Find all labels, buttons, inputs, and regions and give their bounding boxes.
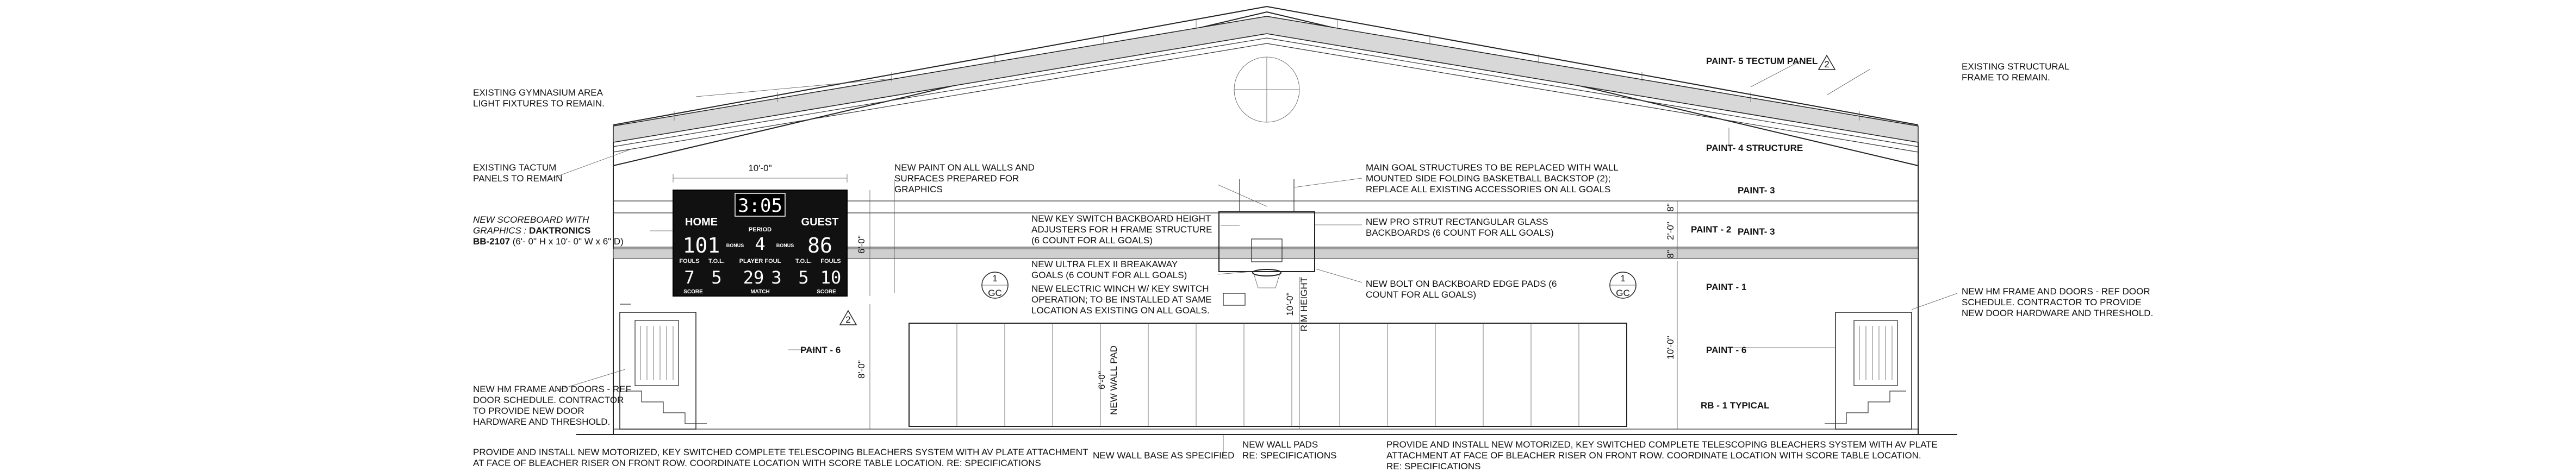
- scoreboard-bonus-label-left: BONUS: [726, 243, 744, 248]
- scoreboard-fouls-label-left: FOULS: [679, 258, 700, 265]
- scoreboard-match-label: MATCH: [750, 289, 770, 295]
- dim-goal-height: 10'-0": [1285, 292, 1295, 316]
- scoreboard-guest-score: 86: [807, 234, 832, 257]
- revision-delta-1: [840, 311, 856, 325]
- scoreboard-tol-label-left: T.O.L.: [708, 258, 725, 265]
- scoreboard-clock: 3:05: [738, 195, 782, 217]
- wall-pads: [909, 323, 1627, 426]
- note-wall-pads: NEW WALL PADS RE: SPECIFICATIONS: [1242, 439, 1337, 461]
- dim-band-1: 8": [1665, 203, 1676, 212]
- svg-text:GC: GC: [988, 288, 1002, 298]
- scoreboard-player-fouls: 3: [771, 267, 782, 288]
- svg-text:2: 2: [845, 314, 851, 325]
- dim-band-2: 2'-0": [1665, 222, 1676, 240]
- note-key-switch: NEW KEY SWITCH BACKBOARD HEIGHT ADJUSTERS FOR H FRAME STRUCTURE (6 COUNT FOR ALL GOALS): [1031, 213, 1212, 246]
- scoreboard-guest-tol: 5: [798, 267, 809, 288]
- dim-wall-pad-label: NEW WALL PAD: [1109, 345, 1119, 415]
- scoreboard-tol-label-right: T.O.L.: [795, 258, 812, 265]
- scoreboard-bonus-label-right: BONUS: [776, 243, 794, 248]
- dim-right-wall: 10'-0": [1665, 336, 1676, 360]
- grid-bubble-right: [1610, 272, 1636, 298]
- paint-tag-3a: PAINT- 3: [1738, 185, 1775, 196]
- note-structure: PAINT- 4 STRUCTURE: [1706, 143, 1803, 153]
- dim-scoreboard-height: 6'-0": [856, 235, 867, 254]
- scoreboard: [673, 190, 847, 296]
- scoreboard-guest-fouls: 10: [820, 267, 842, 288]
- scoreboard-home-label: HOME: [685, 216, 718, 228]
- scoreboard-guest-label: GUEST: [801, 216, 839, 228]
- scoreboard-home-score: 101: [682, 234, 720, 257]
- svg-text:1: 1: [992, 273, 998, 284]
- note-pro-strut: NEW PRO STRUT RECTANGULAR GLASS BACKBOARDS (6 COUNT FOR ALL GOALS): [1366, 217, 1554, 238]
- scoreboard-fouls-label-right: FOULS: [820, 258, 841, 265]
- dim-wall-pad-height: 6'-0": [1097, 371, 1107, 389]
- paint-tag-6-right: PAINT - 6: [1706, 345, 1747, 355]
- note-hm-frame-right: NEW HM FRAME AND DOORS - REF DOOR SCHEDULE. CONTRACTOR TO PROVIDE NEW DOOR HARDWARE AND THRESHOLD.: [1962, 286, 2154, 318]
- note-wall-base: NEW WALL BASE AS SPECIFIED: [1093, 450, 1235, 461]
- svg-text:1: 1: [1620, 273, 1626, 284]
- svg-text:GC: GC: [1616, 288, 1630, 298]
- note-structural-frame: EXISTING STRUCTURAL FRAME TO REMAIN.: [1962, 61, 2069, 83]
- note-bleachers-left: PROVIDE AND INSTALL NEW MOTORIZED, KEY SWITCHED COMPLETE TELESCOPING BLEACHERS SYSTEM WITH AV PLATE ATTACHMENT AT FACE OF BLEACHER RISER ON FRONT ROW. COORDINATE LOCATION WITH SCORE TABLE LOCATION. RE: SPECIFICATIONS: [473, 447, 1088, 468]
- dim-rim-height: RIM HEIGHT: [1299, 276, 1309, 332]
- paint-tag-1: PAINT - 1: [1706, 282, 1747, 292]
- svg-text:2: 2: [1824, 59, 1830, 70]
- scoreboard-player-foul-label: PLAYER FOUL: [739, 258, 781, 265]
- note-main-goal: MAIN GOAL STRUCTURES TO BE REPLACED WITH WALL MOUNTED SIDE FOLDING BASKETBALL BACKSTOP (2); REPLACE ALL EXISTING ACCESSORIES ON ALL GOALS: [1366, 162, 1619, 194]
- dim-lower-wall: 8'-0": [856, 360, 867, 379]
- scoreboard-home-fouls: 7: [684, 267, 695, 288]
- paint-tag-2: PAINT - 2: [1691, 224, 1732, 235]
- scoreboard-home-tol: 5: [711, 267, 722, 288]
- revision-delta-2: [1819, 55, 1835, 70]
- dim-scoreboard-width: 10'-0": [748, 163, 772, 173]
- note-tectum-panel: PAINT- 5 TECTUM PANEL: [1706, 56, 1818, 66]
- note-tactum-panels: EXISTING TACTUM PANELS TO REMAIN: [473, 162, 563, 184]
- note-bleachers-right: PROVIDE AND INSTALL NEW MOTORIZED, KEY SWITCHED COMPLETE TELESCOPING BLEACHERS SYSTEM WITH AV PLATE ATTACHMENT AT FACE OF BLEACHER RISER ON FRONT ROW. COORDINATE LOCATION WITH SCORE TABLE LOCATION. RE: SPECIFICATIONS: [1386, 439, 1938, 471]
- scoreboard-score-label-left: SCORE: [683, 289, 703, 295]
- bleachers-right: [1825, 312, 1912, 429]
- note-rb1: RB - 1 TYPICAL: [1701, 400, 1770, 411]
- note-electric-winch: NEW ELECTRIC WINCH W/ KEY SWITCH OPERATION; TO BE INSTALLED AT SAME LOCATION AS EXISTING ON ALL GOALS.: [1031, 284, 1212, 316]
- scoreboard-period-label: PERIOD: [748, 226, 772, 233]
- note-hm-frame-left: NEW HM FRAME AND DOORS - REF DOOR SCHEDULE. CONTRACTOR TO PROVIDE NEW DOOR HARDWARE AND THRESHOLD.: [473, 384, 631, 427]
- note-new-paint: NEW PAINT ON ALL WALLS AND SURFACES PREPARED FOR GRAPHICS: [894, 162, 1035, 194]
- bleachers-left: [620, 304, 707, 429]
- dim-band-3: 8": [1665, 250, 1676, 259]
- note-ultra-flex: NEW ULTRA FLEX II BREAKAWAY GOALS (6 COUNT FOR ALL GOALS): [1031, 259, 1187, 280]
- scoreboard-player-number: 29: [743, 267, 764, 288]
- grid-bubble-left: [982, 272, 1008, 298]
- scoreboard-score-label-right: SCORE: [817, 289, 836, 295]
- paint-tag-6-left: PAINT - 6: [800, 345, 841, 355]
- scoreboard-period: 4: [755, 234, 766, 254]
- note-edge-pads: NEW BOLT ON BACKBOARD EDGE PADS (6 COUNT FOR ALL GOALS): [1366, 279, 1557, 300]
- note-scoreboard: NEW SCOREBOARD WITH GRAPHICS : DAKTRONICS BB-2107 (6'- 0" H x 10'- 0" W x 6" D): [473, 215, 624, 247]
- note-light-fixtures: EXISTING GYMNASIUM AREA LIGHT FIXTURES TO REMAIN.: [473, 87, 605, 109]
- paint-tag-3b: PAINT- 3: [1738, 226, 1775, 237]
